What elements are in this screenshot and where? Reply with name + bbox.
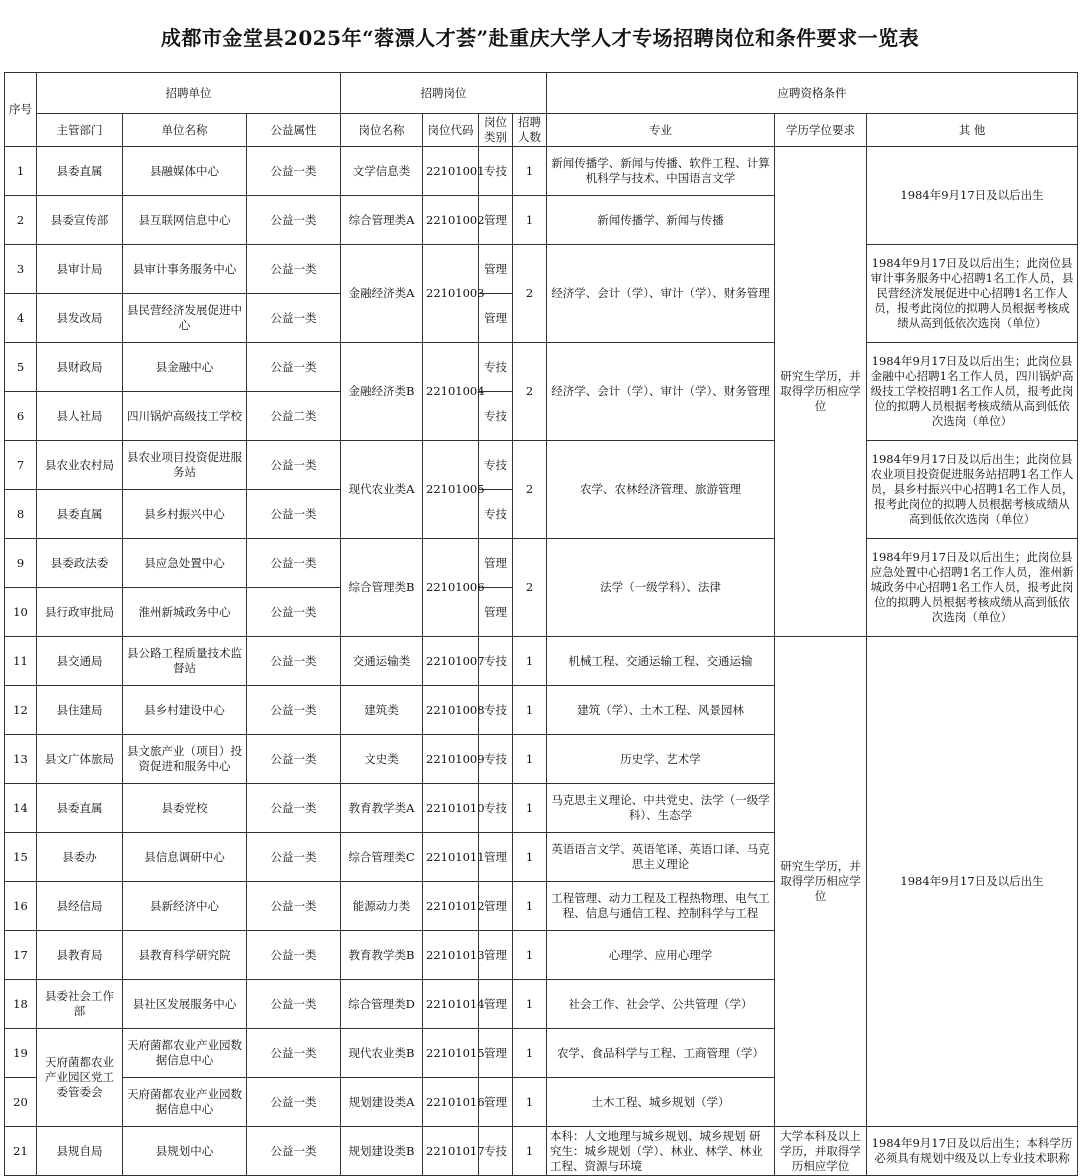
dept-cell: 县人社局 <box>37 392 123 441</box>
attr-cell: 公益一类 <box>247 931 341 980</box>
major-cell: 农学、农林经济管理、旅游管理 <box>547 441 775 539</box>
dept-cell: 县发改局 <box>37 294 123 343</box>
post-code-cell: 22101006 <box>423 539 479 637</box>
header-edu: 学历学位要求 <box>775 114 867 147</box>
dept-cell: 县经信局 <box>37 882 123 931</box>
post-code-cell: 22101016 <box>423 1078 479 1127</box>
post-code-cell: 22101004 <box>423 343 479 441</box>
post-name-cell: 金融经济类B <box>341 343 423 441</box>
major-cell: 马克思主义理论、中共党史、法学（一级学科）、生态学 <box>547 784 775 833</box>
header-post-group: 招聘岗位 <box>341 73 547 114</box>
post-type-cell: 专技 <box>479 441 513 490</box>
header-attr: 公益属性 <box>247 114 341 147</box>
attr-cell: 公益一类 <box>247 980 341 1029</box>
unit-cell: 县农业项目投资促进服务站 <box>123 441 247 490</box>
post-code-cell: 22101014 <box>423 980 479 1029</box>
dept-cell: 县审计局 <box>37 245 123 294</box>
count-cell: 2 <box>513 343 547 441</box>
attr-cell: 公益一类 <box>247 735 341 784</box>
table-row <box>5 539 1078 588</box>
post-type-cell: 管理 <box>479 245 513 294</box>
post-name-cell: 综合管理类B <box>341 539 423 637</box>
count-cell: 1 <box>513 931 547 980</box>
post-type-cell: 管理 <box>479 980 513 1029</box>
header-post-code: 岗位代码 <box>423 114 479 147</box>
count-cell: 1 <box>513 882 547 931</box>
count-cell: 1 <box>513 833 547 882</box>
unit-cell: 县乡村建设中心 <box>123 686 247 735</box>
other-cell: 1984年9月17日及以后出生；本科学历必须具有规划中级及以上专业技术职称 <box>867 1127 1078 1176</box>
row-number: 12 <box>5 686 37 735</box>
unit-cell: 县乡村振兴中心 <box>123 490 247 539</box>
row-number: 11 <box>5 637 37 686</box>
attr-cell: 公益一类 <box>247 294 341 343</box>
post-code-cell: 22101003 <box>423 245 479 343</box>
row-number: 20 <box>5 1078 37 1127</box>
unit-cell: 县新经济中心 <box>123 882 247 931</box>
row-number: 19 <box>5 1029 37 1078</box>
major-cell: 本科：人文地理与城乡规划、城乡规划 研究生：城乡规划（学）、林业、林学、林业工程、资源与环境 <box>547 1127 775 1176</box>
dept-cell: 县住建局 <box>37 686 123 735</box>
post-code-cell: 22101013 <box>423 931 479 980</box>
post-code-cell: 22101012 <box>423 882 479 931</box>
post-type-cell: 管理 <box>479 882 513 931</box>
header-count: 招聘人数 <box>513 114 547 147</box>
row-number: 10 <box>5 588 37 637</box>
dept-cell: 县文广体旅局 <box>37 735 123 784</box>
other-cell: 1984年9月17日及以后出生；此岗位县农业项目投资促进服务站招聘1名工作人员，县乡村振兴中心招聘1名工作人员，报考此岗位的拟聘人员根据考核成绩从高到低依次选岗（单位） <box>867 441 1078 539</box>
unit-cell: 县委党校 <box>123 784 247 833</box>
attr-cell: 公益一类 <box>247 441 341 490</box>
dept-cell: 县规自局 <box>37 1127 123 1176</box>
table-row <box>5 637 1078 686</box>
count-cell: 1 <box>513 980 547 1029</box>
post-type-cell: 管理 <box>479 1029 513 1078</box>
count-cell: 2 <box>513 245 547 343</box>
post-name-cell: 教育教学类A <box>341 784 423 833</box>
unit-cell: 县应急处置中心 <box>123 539 247 588</box>
post-type-cell: 专技 <box>479 637 513 686</box>
header-unit-name: 单位名称 <box>123 114 247 147</box>
attr-cell: 公益一类 <box>247 539 341 588</box>
row-number: 1 <box>5 147 37 196</box>
attr-cell: 公益一类 <box>247 245 341 294</box>
post-name-cell: 综合管理类C <box>341 833 423 882</box>
attr-cell: 公益一类 <box>247 833 341 882</box>
row-number: 18 <box>5 980 37 1029</box>
unit-cell: 县公路工程质量技术监督站 <box>123 637 247 686</box>
attr-cell: 公益一类 <box>247 147 341 196</box>
row-number: 13 <box>5 735 37 784</box>
dept-cell: 县教育局 <box>37 931 123 980</box>
attr-cell: 公益一类 <box>247 588 341 637</box>
post-name-cell: 教育教学类B <box>341 931 423 980</box>
unit-cell: 县教育科学研究院 <box>123 931 247 980</box>
unit-cell: 县互联网信息中心 <box>123 196 247 245</box>
header-seq: 序号 <box>5 73 37 147</box>
count-cell: 1 <box>513 1127 547 1176</box>
count-cell: 1 <box>513 1029 547 1078</box>
dept-cell: 县农业农村局 <box>37 441 123 490</box>
recruitment-table <box>4 72 1078 1176</box>
attr-cell: 公益一类 <box>247 343 341 392</box>
row-number: 17 <box>5 931 37 980</box>
row-number: 6 <box>5 392 37 441</box>
count-cell: 1 <box>513 686 547 735</box>
post-name-cell: 规划建设类B <box>341 1127 423 1176</box>
other-cell: 1984年9月17日及以后出生；此岗位县金融中心招聘1名工作人员，四川锅炉高级技工学校招聘1名工作人员，报考此岗位的拟聘人员根据考核成绩从高到低依次选岗（单位） <box>867 343 1078 441</box>
dept-cell: 县委社会工作部 <box>37 980 123 1029</box>
edu-cell: 研究生学历，并取得学历相应学位 <box>775 637 867 1127</box>
major-cell: 经济学、会计（学）、审计（学）、财务管理 <box>547 245 775 343</box>
attr-cell: 公益一类 <box>247 784 341 833</box>
unit-cell: 四川锅炉高级技工学校 <box>123 392 247 441</box>
post-name-cell: 文学信息类 <box>341 147 423 196</box>
major-cell: 经济学、会计（学）、审计（学）、财务管理 <box>547 343 775 441</box>
dept-cell: 县行政审批局 <box>37 588 123 637</box>
table-row <box>5 245 1078 294</box>
post-code-cell: 22101009 <box>423 735 479 784</box>
unit-cell: 淮州新城政务中心 <box>123 588 247 637</box>
post-code-cell: 22101007 <box>423 637 479 686</box>
attr-cell: 公益一类 <box>247 637 341 686</box>
post-type-cell: 管理 <box>479 539 513 588</box>
major-cell: 工程管理、动力工程及工程热物理、电气工程、信息与通信工程、控制科学与工程 <box>547 882 775 931</box>
attr-cell: 公益一类 <box>247 1127 341 1176</box>
dept-cell: 县财政局 <box>37 343 123 392</box>
dept-cell: 县委办 <box>37 833 123 882</box>
row-number: 14 <box>5 784 37 833</box>
row-number: 9 <box>5 539 37 588</box>
attr-cell: 公益一类 <box>247 196 341 245</box>
row-number: 5 <box>5 343 37 392</box>
major-cell: 法学（一级学科）、法律 <box>547 539 775 637</box>
row-number: 2 <box>5 196 37 245</box>
dept-cell: 县委直属 <box>37 784 123 833</box>
post-name-cell: 综合管理类D <box>341 980 423 1029</box>
post-type-cell: 专技 <box>479 1127 513 1176</box>
unit-cell: 县民营经济发展促进中心 <box>123 294 247 343</box>
major-cell: 新闻传播学、新闻与传播、软件工程、计算机科学与技术、中国语言文学 <box>547 147 775 196</box>
dept-cell: 县委宣传部 <box>37 196 123 245</box>
edu-cell: 研究生学历，并取得学历相应学位 <box>775 147 867 637</box>
post-type-cell: 专技 <box>479 686 513 735</box>
count-cell: 1 <box>513 147 547 196</box>
post-name-cell: 能源动力类 <box>341 882 423 931</box>
unit-cell: 天府菌都农业产业园数据信息中心 <box>123 1029 247 1078</box>
major-cell: 心理学、应用心理学 <box>547 931 775 980</box>
row-number: 7 <box>5 441 37 490</box>
count-cell: 1 <box>513 784 547 833</box>
major-cell: 农学、食品科学与工程、工商管理（学） <box>547 1029 775 1078</box>
table-row <box>5 343 1078 392</box>
major-cell: 英语语言文学、英语笔译、英语口译、马克思主义理论 <box>547 833 775 882</box>
post-name-cell: 现代农业类B <box>341 1029 423 1078</box>
dept-cell: 县交通局 <box>37 637 123 686</box>
attr-cell: 公益一类 <box>247 1078 341 1127</box>
post-type-cell: 专技 <box>479 490 513 539</box>
table-row <box>5 147 1078 196</box>
post-type-cell: 管理 <box>479 294 513 343</box>
attr-cell: 公益一类 <box>247 1029 341 1078</box>
post-name-cell: 金融经济类A <box>341 245 423 343</box>
post-name-cell: 综合管理类A <box>341 196 423 245</box>
major-cell: 社会工作、社会学、公共管理（学） <box>547 980 775 1029</box>
dept-cell: 县委政法委 <box>37 539 123 588</box>
unit-cell: 县文旅产业（项目）投资促进和服务中心 <box>123 735 247 784</box>
other-cell: 1984年9月17日及以后出生 <box>867 147 1078 245</box>
post-name-cell: 规划建设类A <box>341 1078 423 1127</box>
post-code-cell: 22101001 <box>423 147 479 196</box>
count-cell: 1 <box>513 196 547 245</box>
attr-cell: 公益一类 <box>247 686 341 735</box>
dept-cell: 县委直属 <box>37 147 123 196</box>
row-number: 21 <box>5 1127 37 1176</box>
post-name-cell: 现代农业类A <box>341 441 423 539</box>
unit-cell: 天府菌都农业产业园数据信息中心 <box>123 1078 247 1127</box>
post-type-cell: 管理 <box>479 833 513 882</box>
header-major: 专业 <box>547 114 775 147</box>
unit-cell: 县社区发展服务中心 <box>123 980 247 1029</box>
header-cond-group: 应聘资格条件 <box>547 73 1078 114</box>
major-cell: 建筑（学）、土木工程、风景园林 <box>547 686 775 735</box>
header-dept: 主管部门 <box>37 114 123 147</box>
unit-cell: 县融媒体中心 <box>123 147 247 196</box>
header-unit-group: 招聘单位 <box>37 73 341 114</box>
count-cell: 1 <box>513 1078 547 1127</box>
post-code-cell: 22101002 <box>423 196 479 245</box>
major-cell: 历史学、艺术学 <box>547 735 775 784</box>
post-type-cell: 管理 <box>479 1078 513 1127</box>
row-number: 16 <box>5 882 37 931</box>
count-cell: 2 <box>513 539 547 637</box>
post-type-cell: 专技 <box>479 392 513 441</box>
unit-cell: 县审计事务服务中心 <box>123 245 247 294</box>
table-row <box>5 1127 1078 1176</box>
row-number: 3 <box>5 245 37 294</box>
edu-cell: 大学本科及以上学历，并取得学历相应学位 <box>775 1127 867 1176</box>
post-code-cell: 22101010 <box>423 784 479 833</box>
major-cell: 新闻传播学、新闻与传播 <box>547 196 775 245</box>
attr-cell: 公益一类 <box>247 882 341 931</box>
attr-cell: 公益二类 <box>247 392 341 441</box>
post-code-cell: 22101008 <box>423 686 479 735</box>
header-post-name: 岗位名称 <box>341 114 423 147</box>
attr-cell: 公益一类 <box>247 490 341 539</box>
post-type-cell: 管理 <box>479 931 513 980</box>
header-other: 其 他 <box>867 114 1078 147</box>
other-cell: 1984年9月17日及以后出生 <box>867 637 1078 1127</box>
unit-cell: 县金融中心 <box>123 343 247 392</box>
post-name-cell: 建筑类 <box>341 686 423 735</box>
unit-cell: 县信息调研中心 <box>123 833 247 882</box>
page-title: 成都市金堂县2025年“蓉漂人才荟”赴重庆大学人才专场招聘岗位和条件要求一览表 <box>160 25 920 50</box>
post-type-cell: 管理 <box>479 196 513 245</box>
dept-cell: 县委直属 <box>37 490 123 539</box>
row-number: 15 <box>5 833 37 882</box>
major-cell: 机械工程、交通运输工程、交通运输 <box>547 637 775 686</box>
post-code-cell: 22101005 <box>423 441 479 539</box>
count-cell: 1 <box>513 735 547 784</box>
post-code-cell: 22101015 <box>423 1029 479 1078</box>
major-cell: 土木工程、城乡规划（学） <box>547 1078 775 1127</box>
other-cell: 1984年9月17日及以后出生；此岗位县审计事务服务中心招聘1名工作人员，县民营经济发展促进中心招聘1名工作人员，报考此岗位的拟聘人员根据考核成绩从高到低依次选岗（单位） <box>867 245 1078 343</box>
post-code-cell: 22101011 <box>423 833 479 882</box>
post-type-cell: 专技 <box>479 147 513 196</box>
dept-cell: 天府菌都农业产业园区党工委管委会 <box>37 1029 123 1127</box>
post-type-cell: 管理 <box>479 588 513 637</box>
post-name-cell: 交通运输类 <box>341 637 423 686</box>
row-number: 8 <box>5 490 37 539</box>
row-number: 4 <box>5 294 37 343</box>
count-cell: 1 <box>513 637 547 686</box>
other-cell: 1984年9月17日及以后出生；此岗位县应急处置中心招聘1名工作人员，淮州新城政务中心招聘1名工作人员，报考此岗位的拟聘人员根据考核成绩从高到低依次选岗（单位） <box>867 539 1078 637</box>
post-type-cell: 专技 <box>479 735 513 784</box>
post-type-cell: 专技 <box>479 784 513 833</box>
post-name-cell: 文史类 <box>341 735 423 784</box>
post-type-cell: 专技 <box>479 343 513 392</box>
count-cell: 2 <box>513 441 547 539</box>
post-code-cell: 22101017 <box>423 1127 479 1176</box>
table-row <box>5 441 1078 490</box>
unit-cell: 县规划中心 <box>123 1127 247 1176</box>
header-post-type: 岗位类别 <box>479 114 513 147</box>
